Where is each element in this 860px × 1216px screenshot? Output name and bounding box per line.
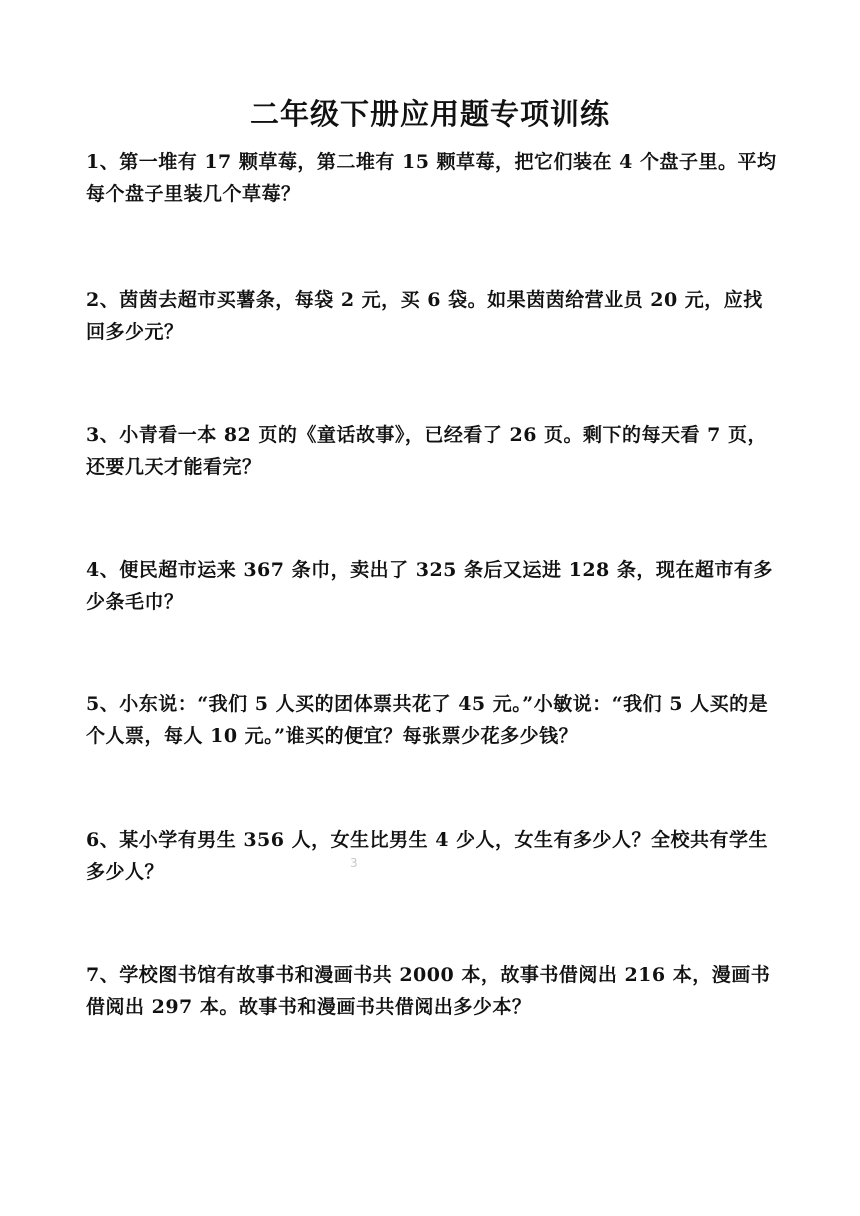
faint-stray-mark: 3 xyxy=(350,856,358,870)
question-4: 4、便民超市运来 367 条巾，卖出了 325 条后又运进 128 条，现在超市有多少条毛巾？ xyxy=(86,559,773,613)
question-6: 6、某小学有男生 356 人，女生比男生 4 少人，女生有多少人？全校共有学生多少人？ xyxy=(86,829,769,883)
question-3: 3、小青看一本 82 页的《童话故事》，已经看了 26 页。剩下的每天看 7 页，还要几天才能看完？ xyxy=(86,424,768,478)
question-5: 5、小东说：“我们 5 人买的团体票共花了 45 元。”小敏说：“我们 5 人买的是个人票，每人 10 元。”谁买的便宜？每张票少花多少钱？ xyxy=(86,693,769,747)
question-1: 1、第一堆有 17 颗草莓，第二堆有 15 颗草莓，把它们装在 4 个盘子里。平均每个盘子里装几个草莓？ xyxy=(86,151,777,205)
worksheet-title: 二年级下册应用题专项训练 xyxy=(249,97,610,131)
question-7: 7、学校图书馆有故事书和漫画书共 2000 本，故事书借阅出 216 本，漫画书借阅出 297 本。故事书和漫画书共借阅出多少本？ xyxy=(86,964,771,1018)
question-2: 2、茵茵去超市买薯条，每袋 2 元，买 6 袋。如果茵茵给营业员 20 元，应找回多少元？ xyxy=(86,289,763,343)
